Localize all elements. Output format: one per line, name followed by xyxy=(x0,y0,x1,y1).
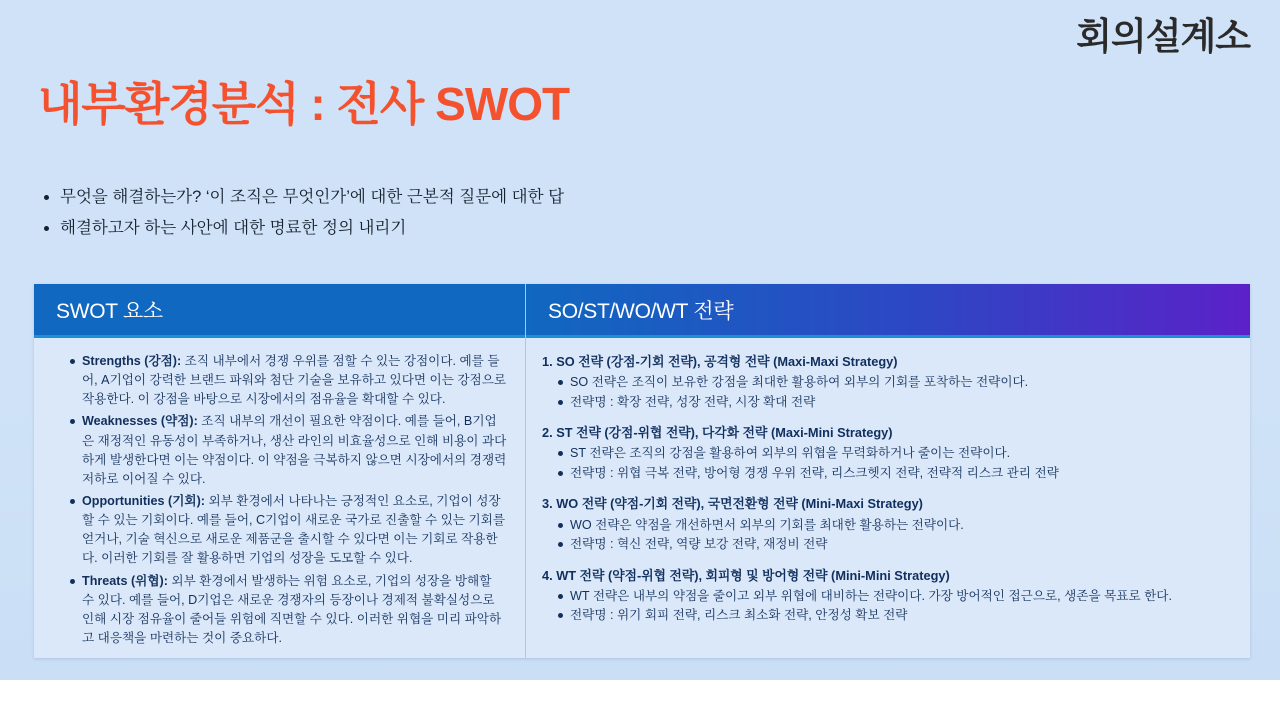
strategy-group-title: 1. SO 전략 (강점-기회 전략), 공격형 전략 (Maxi-Maxi Strategy) xyxy=(542,354,898,369)
brand-logo: 회의설계소 xyxy=(1076,16,1250,57)
slide-footer-strip xyxy=(0,680,1280,720)
list-item: WO 전략은 약점을 개선하면서 외부의 기회를 최대한 활용하는 전략이다. xyxy=(558,516,1232,536)
page-title: 내부환경분석 : 전사 SWOT xyxy=(38,78,570,130)
swot-item-label: Strengths (강점): xyxy=(82,354,182,368)
strategy-group xyxy=(542,494,1232,554)
list-item: SO 전략은 조직이 보유한 강점을 최대한 활용하여 외부의 기회를 포착하는 전략이다. xyxy=(558,373,1232,393)
strategy-group-title: 3. WO 전략 (약점-기회 전략), 국면전환형 전략 (Mini-Maxi Strategy) xyxy=(542,496,923,512)
swot-item-text: 조직 내부의 개선이 필요한 약점이다. 예를 들어, B기업은 재정적인 유동성이 부족하거나, 생산 라인의 비효율성으로 인해 비용이 과다하게 발생한다면 이는 약점이다. 이 약점을 극복하지 않으면 시장에서의 경쟁력 저하로 이어질 수 있다. xyxy=(82,414,507,486)
strategy-header: SO/ST/WO/WT 전략 xyxy=(526,284,1250,338)
list-item xyxy=(70,352,507,409)
strategy-group xyxy=(542,423,1232,483)
list-item xyxy=(70,492,507,569)
intro-bullet-item: • 무엇을 해결하는가? ‘이 조직은 무엇인가’에 대한 근본적 질문에 대한 답 xyxy=(60,182,1134,213)
strategy-group-title: 2. ST 전략 (강점-위협 전략), 다각화 전략 (Maxi-Mini Strategy) xyxy=(542,425,893,441)
list-item xyxy=(70,572,507,649)
swot-item-label: Threats (위협): xyxy=(82,573,168,588)
list-item xyxy=(70,412,507,489)
swot-panel xyxy=(34,284,1250,658)
swot-item-label: Weaknesses (약점): xyxy=(82,414,198,429)
intro-bullets xyxy=(34,182,1134,243)
swot-elements-column xyxy=(34,284,526,658)
list-item: 전략명 : 위기 회피 전략, 리스크 최소화 전략, 안정성 확보 전략 xyxy=(558,606,1232,626)
list-item: 전략명 : 확장 전략, 성장 전략, 시장 확대 전략 xyxy=(558,393,1232,413)
strategy-group xyxy=(542,566,1232,626)
swot-elements-body xyxy=(34,338,525,658)
list-item: WT 전략은 내부의 약점을 줄이고 외부 위협에 대비하는 전략이다. 가장 방어적인 접근으로, 생존을 목표로 한다. xyxy=(558,587,1232,607)
swot-item-text: 조직 내부에서 경쟁 우위를 점할 수 있는 강점이다. 예를 들어, A기업이 강력한 브랜드 파워와 첨단 기술을 보유하고 있다면 이는 강점으로 작용한다. 이 강점을 바탕으로 시장에서의 점유율을 확대할 수 있다. xyxy=(82,354,507,407)
swot-item-text: 외부 환경에서 발생하는 위험 요소로, 기업의 성장을 방해할 수 있다. 예를 들어, D기업은 새로운 경쟁자의 등장이나 경제적 불확실성으로 인해 시장 점유율이 줄어들 위험에 직면할 수 있다. 이러한 위협을 미리 파악하고 대응책을 마련하는 것이 중요하다. xyxy=(82,573,502,645)
swot-item-label: Opportunities (기회): xyxy=(82,493,205,508)
list-item: 전략명 : 혁신 전략, 역량 보강 전략, 재정비 전략 xyxy=(558,535,1232,555)
strategy-body xyxy=(526,338,1250,658)
swot-item-text: 외부 환경에서 나타나는 긍정적인 요소로, 기업이 성장할 수 있는 기회이다. 예를 들어, C기업이 새로운 국가로 진출할 수 있는 기회를 얻거나, 기술 혁신으로 새로운 제품군을 출시할 수 있다면 이는 기회로 작용한다. 이러한 기회를 잘 활용하면 기업의 성장을 도모할 수 있다. xyxy=(82,493,506,566)
strategy-group xyxy=(542,352,1232,412)
intro-bullet-item: • 해결하고자 하는 사안에 대한 명료한 정의 내리기 xyxy=(60,213,1134,244)
strategy-group-title: 4. WT 전략 (약점-위협 전략), 회피형 및 방어형 전략 (Mini-Mini Strategy) xyxy=(542,567,950,583)
list-item: ST 전략은 조직의 강점을 활용하여 외부의 위협을 무력화하거나 줄이는 전략이다. xyxy=(558,444,1232,464)
swot-elements-header: SWOT 요소 xyxy=(34,284,525,338)
list-item: 전략명 : 위협 극복 전략, 방어형 경쟁 우위 전략, 리스크헷지 전략, 전략적 리스크 관리 전략 xyxy=(558,464,1232,484)
strategy-column xyxy=(526,284,1250,658)
